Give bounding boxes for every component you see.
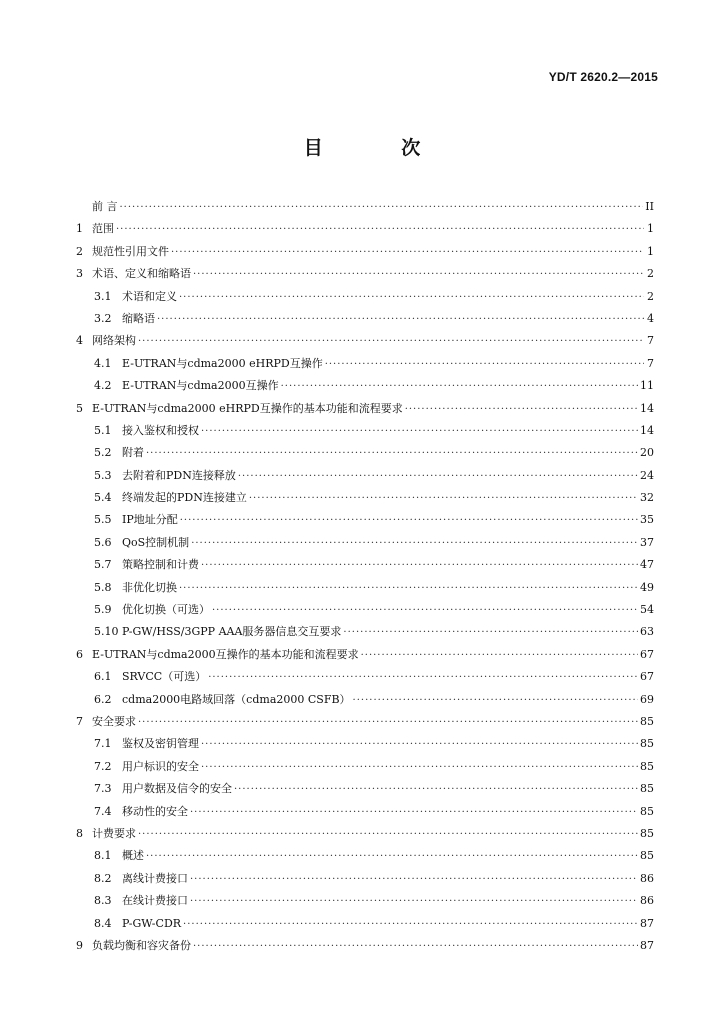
toc-dot-leader bbox=[190, 891, 638, 913]
toc-entry-page: II bbox=[645, 200, 654, 213]
toc-entry-title: 范围 bbox=[92, 222, 114, 236]
toc-entry-page: 85 bbox=[640, 714, 654, 728]
toc-entry-number: 5.4 bbox=[94, 491, 112, 505]
toc-dot-leader bbox=[120, 197, 644, 219]
toc-entry[interactable] bbox=[76, 509, 654, 531]
toc-entry[interactable] bbox=[76, 935, 654, 957]
toc-entry-page: 11 bbox=[640, 379, 654, 393]
toc-entry[interactable] bbox=[76, 599, 654, 621]
toc-dot-leader bbox=[405, 399, 638, 421]
toc-entry-page: 1 bbox=[647, 222, 654, 236]
toc-entry[interactable] bbox=[76, 621, 654, 643]
toc-dot-leader bbox=[138, 824, 638, 846]
toc-entry[interactable] bbox=[76, 711, 654, 733]
toc-entry[interactable] bbox=[76, 868, 654, 890]
toc-entry[interactable] bbox=[76, 353, 654, 375]
toc-entry-page: 49 bbox=[640, 580, 654, 594]
page-title: 目 次 bbox=[303, 137, 457, 159]
toc-entry-number: 5.1 bbox=[94, 423, 112, 437]
toc-entry[interactable] bbox=[76, 823, 654, 845]
toc-entry-number: 7.4 bbox=[94, 804, 112, 818]
toc-entry-number: 7 bbox=[76, 714, 83, 728]
toc-entry[interactable] bbox=[76, 801, 654, 823]
toc-dot-leader bbox=[179, 287, 644, 309]
toc-entry-title: 概述 bbox=[122, 849, 144, 863]
toc-entry[interactable] bbox=[76, 577, 654, 599]
toc-entry-number: 5 bbox=[76, 401, 83, 415]
toc-entry[interactable] bbox=[76, 666, 654, 688]
toc-entry-page: 86 bbox=[640, 894, 654, 908]
toc-entry[interactable] bbox=[76, 308, 654, 330]
toc-entry-number: 1 bbox=[76, 222, 83, 236]
toc-entry[interactable] bbox=[76, 218, 654, 240]
toc-dot-leader bbox=[138, 712, 638, 734]
toc-entry-page: 67 bbox=[640, 647, 654, 661]
toc-entry[interactable] bbox=[76, 689, 654, 711]
toc-entry-page: 14 bbox=[640, 423, 654, 437]
toc-dot-leader bbox=[234, 779, 638, 801]
toc-entry-page: 85 bbox=[640, 804, 654, 818]
toc-entry-number: 5.8 bbox=[94, 580, 112, 594]
toc-entry-page: 37 bbox=[640, 535, 654, 549]
toc-entry-page: 87 bbox=[640, 938, 654, 952]
toc-entry-number: 4.1 bbox=[94, 356, 112, 370]
toc-entry-number: 5.10 bbox=[94, 625, 119, 639]
toc-entry-number: 4 bbox=[76, 334, 83, 348]
toc-entry-title: IP地址分配 bbox=[122, 513, 178, 527]
toc-entry-page: 35 bbox=[640, 513, 654, 527]
toc-dot-leader bbox=[361, 645, 638, 667]
toc-entry[interactable] bbox=[76, 442, 654, 464]
toc-entry-page: 85 bbox=[640, 759, 654, 773]
toc-entry-title: 接入鉴权和授权 bbox=[122, 423, 199, 437]
toc-dot-leader bbox=[249, 488, 638, 510]
document-id: YD/T 2620.2—2015 bbox=[548, 70, 658, 84]
toc-dot-leader bbox=[201, 555, 638, 577]
toc-entry-number: 3.2 bbox=[94, 311, 112, 325]
toc-entry-title: P-GW/HSS/3GPP AAA服务器信息交互要求 bbox=[122, 625, 342, 639]
toc-entry[interactable] bbox=[76, 375, 654, 397]
toc-dot-leader bbox=[343, 622, 638, 644]
toc-entry-title: 附着 bbox=[122, 446, 144, 460]
toc-entry-page: 2 bbox=[647, 267, 654, 281]
toc-dot-leader bbox=[208, 667, 638, 689]
toc-entry-title: 非优化切换 bbox=[122, 580, 177, 594]
toc-entry[interactable] bbox=[76, 532, 654, 554]
toc-entry-number: 6.1 bbox=[94, 670, 112, 684]
toc-entry-page: 67 bbox=[640, 670, 654, 684]
toc-entry-page: 85 bbox=[640, 826, 654, 840]
toc-dot-leader bbox=[201, 734, 638, 756]
toc-dot-leader bbox=[191, 533, 638, 555]
toc-dot-leader bbox=[201, 757, 638, 779]
toc-dot-leader bbox=[325, 354, 644, 376]
toc-entry-title: P-GW-CDR bbox=[122, 916, 182, 930]
toc-dot-leader bbox=[281, 376, 638, 398]
toc-dot-leader bbox=[180, 510, 638, 532]
toc-entry-page: 32 bbox=[640, 491, 654, 505]
toc-dot-leader bbox=[171, 242, 644, 264]
toc-entry-title: 策略控制和计费 bbox=[122, 558, 199, 572]
toc-entry-number: 5.6 bbox=[94, 535, 112, 549]
toc-entry[interactable] bbox=[76, 420, 654, 442]
toc-dot-leader bbox=[190, 869, 638, 891]
toc-entry[interactable] bbox=[76, 487, 654, 509]
toc-dot-leader bbox=[212, 600, 638, 622]
toc-entry-title: SRVCC（可选） bbox=[122, 670, 207, 684]
toc-dot-leader bbox=[183, 914, 638, 936]
toc-entry-number: 5.3 bbox=[94, 468, 112, 482]
toc-entry-title: 计费要求 bbox=[92, 826, 136, 840]
toc-entry-page: 85 bbox=[640, 737, 654, 751]
toc-entry-title: 移动性的安全 bbox=[122, 804, 188, 818]
toc-entry-number: 3.1 bbox=[94, 289, 112, 303]
toc-entry[interactable] bbox=[76, 913, 654, 935]
toc-entry-number: 6 bbox=[76, 647, 83, 661]
toc-entry-title: 网络架构 bbox=[92, 334, 136, 348]
toc-entry-title: 安全要求 bbox=[92, 714, 136, 728]
toc-entry[interactable] bbox=[76, 554, 654, 576]
toc-entry-number: 4.2 bbox=[94, 379, 112, 393]
toc-entry-number: 9 bbox=[76, 938, 83, 952]
toc-entry-title: 用户标识的安全 bbox=[122, 759, 199, 773]
toc-entry-page: 85 bbox=[640, 849, 654, 863]
toc-entry-title: 前 言 bbox=[92, 200, 118, 213]
toc-entry[interactable] bbox=[76, 778, 654, 800]
toc-entry[interactable] bbox=[76, 756, 654, 778]
toc-entry-number: 8 bbox=[76, 826, 83, 840]
toc-entry-page: 14 bbox=[640, 401, 654, 415]
toc-entry-page: 20 bbox=[640, 446, 654, 460]
toc-entry-title: E-UTRAN与cdma2000互操作 bbox=[122, 379, 279, 393]
toc-entry[interactable] bbox=[76, 330, 654, 352]
toc-entry-number: 6.2 bbox=[94, 692, 112, 706]
toc-entry-number: 7.2 bbox=[94, 759, 112, 773]
toc-entry[interactable] bbox=[76, 398, 654, 420]
toc-entry-page: 85 bbox=[640, 782, 654, 796]
toc-entry-number: 8.3 bbox=[94, 894, 112, 908]
toc-dot-leader bbox=[193, 264, 644, 286]
toc-entry-page: 63 bbox=[640, 625, 654, 639]
toc-entry-title: QoS控制机制 bbox=[122, 535, 190, 549]
toc-entry-page: 7 bbox=[647, 334, 654, 348]
toc-dot-leader bbox=[146, 846, 638, 868]
toc-entry-number: 8.4 bbox=[94, 916, 112, 930]
toc-entry-page: 47 bbox=[640, 558, 654, 572]
toc-entry-number: 7.3 bbox=[94, 782, 112, 796]
toc-dot-leader bbox=[157, 309, 644, 331]
toc-entry[interactable] bbox=[76, 465, 654, 487]
toc-dot-leader bbox=[238, 466, 638, 488]
toc-entry-title: cdma2000电路域回落（cdma2000 CSFB） bbox=[122, 692, 351, 706]
toc-entry-title: 术语、定义和缩略语 bbox=[92, 267, 191, 281]
toc-entry-title: 缩略语 bbox=[122, 311, 155, 325]
toc-dot-leader bbox=[190, 802, 638, 824]
toc-entry-number: 3 bbox=[76, 267, 83, 281]
toc-entry-title: 鉴权及密钥管理 bbox=[122, 737, 199, 751]
toc-dot-leader bbox=[138, 331, 644, 353]
toc-entry-title: 优化切换（可选） bbox=[122, 603, 210, 617]
toc-entry[interactable] bbox=[76, 644, 654, 666]
toc-entry-title: 离线计费接口 bbox=[122, 871, 188, 885]
toc-entry-page: 69 bbox=[640, 692, 654, 706]
toc-entry[interactable] bbox=[76, 241, 654, 263]
toc-entry-title: E-UTRAN与cdma2000 eHRPD互操作的基本功能和流程要求 bbox=[92, 401, 403, 415]
toc-dot-leader bbox=[179, 578, 638, 600]
toc-entry-number: 5.9 bbox=[94, 603, 112, 617]
toc-entry-title: 用户数据及信令的安全 bbox=[122, 782, 232, 796]
toc-entry-number: 8.1 bbox=[94, 849, 112, 863]
toc-entry-page: 4 bbox=[647, 311, 654, 325]
toc-dot-leader bbox=[116, 219, 644, 241]
toc-entry-page: 2 bbox=[647, 289, 654, 303]
toc-entry[interactable] bbox=[76, 286, 654, 308]
toc-entry-title: 负载均衡和容灾备份 bbox=[92, 938, 191, 952]
toc-entry[interactable] bbox=[76, 845, 654, 867]
toc-entry-page: 1 bbox=[647, 244, 654, 258]
toc-entry-number: 2 bbox=[76, 244, 83, 258]
toc-entry-page: 7 bbox=[647, 356, 654, 370]
toc-dot-leader bbox=[201, 421, 638, 443]
toc-entry-number: 5.7 bbox=[94, 558, 112, 572]
toc-entry-page: 54 bbox=[640, 603, 654, 617]
toc-entry-title: 规范性引用文件 bbox=[92, 244, 169, 258]
toc-entry-title: 术语和定义 bbox=[122, 289, 177, 303]
toc-entry-title: 终端发起的PDN连接建立 bbox=[122, 491, 247, 505]
toc-entry[interactable] bbox=[76, 733, 654, 755]
toc-entry-number: 5.2 bbox=[94, 446, 112, 460]
toc-entry-page: 24 bbox=[640, 468, 654, 482]
toc-dot-leader bbox=[146, 443, 638, 465]
toc-entry[interactable] bbox=[76, 196, 654, 218]
toc-entry-page: 86 bbox=[640, 871, 654, 885]
table-of-contents bbox=[76, 196, 654, 957]
toc-entry-title: 在线计费接口 bbox=[122, 894, 188, 908]
toc-entry-number: 8.2 bbox=[94, 871, 112, 885]
toc-entry-number: 5.5 bbox=[94, 513, 112, 527]
toc-entry[interactable] bbox=[76, 890, 654, 912]
toc-entry[interactable] bbox=[76, 263, 654, 285]
toc-dot-leader bbox=[193, 936, 638, 958]
toc-dot-leader bbox=[353, 690, 638, 712]
toc-entry-title: E-UTRAN与cdma2000 eHRPD互操作 bbox=[122, 356, 323, 370]
toc-entry-number: 7.1 bbox=[94, 737, 112, 751]
toc-entry-page: 87 bbox=[640, 916, 654, 930]
toc-entry-title: 去附着和PDN连接释放 bbox=[122, 468, 236, 482]
toc-entry-title: E-UTRAN与cdma2000互操作的基本功能和流程要求 bbox=[92, 647, 359, 661]
